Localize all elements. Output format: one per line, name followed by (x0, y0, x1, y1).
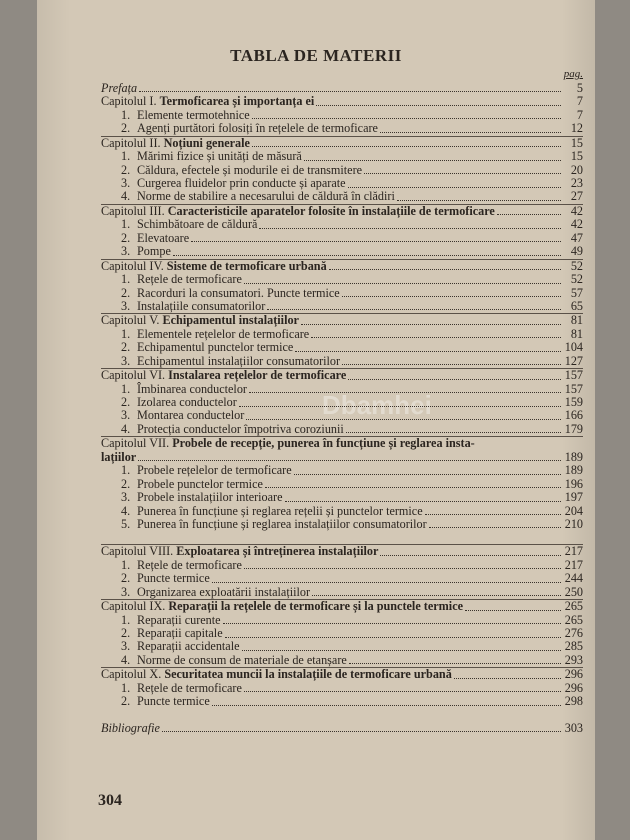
toc-entry-title (121, 245, 171, 258)
toc-entry-title (101, 451, 136, 464)
dot-leader (265, 486, 561, 488)
toc-chapter-row (101, 544, 583, 558)
toc-section-row (101, 464, 583, 477)
section-title: Punerea în funcțiune și reglarea instalațiilor consumatorilor (137, 516, 427, 531)
toc-section-row (101, 245, 583, 258)
page-ref: 179 (564, 421, 583, 436)
chapter-title: Securitatea muncii la instalațiile de termoficare urbană (164, 667, 452, 682)
toc-section-row (101, 177, 583, 190)
section-number: 1. (121, 612, 131, 627)
toc-entry-row (101, 451, 583, 464)
section-number: 1. (121, 557, 131, 572)
page-ref: 265 (564, 612, 583, 627)
dot-leader (252, 145, 561, 147)
section-number: 1. (121, 272, 131, 287)
toc-section-row (101, 150, 583, 163)
page-ref: 166 (564, 408, 583, 423)
page-ref: 7 (576, 107, 583, 122)
toc-section-row (101, 423, 583, 436)
chapter-title: Probele de recepție, punerea în funcțiune și reglarea insta- (172, 436, 475, 451)
page-ref: 265 (564, 599, 583, 614)
chapter-number: Capitolul VIII. (101, 544, 174, 559)
section-title: Pompe (137, 244, 171, 259)
dot-leader (349, 662, 561, 664)
section-gap (101, 531, 583, 544)
section-number: 3. (121, 584, 131, 599)
page-ref: 23 (570, 176, 583, 191)
section-title: Căldura, efectele și modurile ei de transmitere (137, 162, 363, 177)
toc-entry-title (121, 232, 189, 245)
section-title: Norme de consum de materiale de etanșare (137, 652, 347, 667)
watermark: Dbamhei (322, 390, 432, 420)
toc-entry-title (121, 682, 242, 695)
toc-entry-title (121, 478, 263, 491)
page-number: 304 (98, 792, 122, 809)
dot-leader (454, 677, 561, 679)
dot-leader (244, 282, 561, 284)
dot-leader (138, 459, 561, 461)
toc-entry-title (101, 369, 346, 382)
dot-leader (304, 159, 561, 161)
dot-leader (259, 227, 561, 229)
section-number: 2. (121, 571, 131, 586)
toc-section-row (101, 273, 583, 286)
toc-entry-title (121, 150, 302, 163)
toc-section-row (101, 383, 583, 396)
page-ref: 303 (564, 720, 583, 735)
toc-section-row (101, 654, 583, 667)
dot-leader (252, 117, 561, 119)
toc-entry-title (121, 328, 309, 341)
toc-entry-title (121, 190, 395, 203)
section-number: 1. (121, 381, 131, 396)
toc-entry-title (121, 177, 346, 190)
toc-entry-title (121, 627, 223, 640)
section-gap (101, 709, 583, 722)
section-number: 3. (121, 408, 131, 423)
dot-leader (348, 378, 561, 380)
toc-entry-title (121, 383, 247, 396)
toc-section-row (101, 300, 583, 313)
dot-leader (429, 526, 561, 528)
toc-section-row (101, 191, 583, 204)
section-number: 4. (121, 652, 131, 667)
toc-entry-row (101, 722, 583, 735)
section-title: Puncte termice (137, 694, 210, 709)
toc-entry-title (121, 505, 423, 518)
page-column-label: pag. (563, 68, 583, 80)
section-number: 5. (121, 516, 131, 531)
section-number: 2. (121, 626, 131, 641)
section-number: 2. (121, 230, 131, 245)
page-ref: 7 (576, 94, 583, 109)
chapter-number: Capitolul VII. (101, 436, 170, 451)
section-title: Elevatoare (137, 230, 190, 245)
chapter-number: Capitolul VI. (101, 368, 166, 383)
page-title: TABLA DE MATERII (230, 46, 402, 65)
page-ref: 57 (570, 285, 583, 300)
chapter-number: Capitolul V. (101, 313, 160, 328)
dot-leader (295, 350, 561, 352)
chapter-title: Sisteme de termoficare urbană (166, 258, 327, 273)
toc-chapter-row (101, 667, 583, 681)
chapter-title: Caracteristicile aparatelor folosite în instalațiile de termoficare (167, 203, 495, 218)
toc-section-row (101, 614, 583, 627)
dot-leader (342, 295, 561, 297)
toc-entry-title (101, 95, 314, 108)
chapter-title: Instalarea rețelelor de termoficare (168, 368, 347, 383)
section-number: 4. (121, 503, 131, 518)
page-ref: 20 (570, 162, 583, 177)
dot-leader (242, 649, 561, 651)
dot-leader (301, 323, 561, 325)
page-ref: 285 (564, 639, 583, 654)
section-title: Rețele de termoficare (137, 557, 242, 572)
section-title: Reparații curente (137, 612, 221, 627)
toc-entry-title (101, 545, 378, 558)
page-ref: 15 (570, 135, 583, 150)
toc-section-row (101, 218, 583, 231)
chapter-number: Capitolul III. (101, 203, 165, 218)
toc-section-row (101, 287, 583, 300)
toc-entry-title (121, 409, 244, 422)
dot-leader (139, 90, 561, 92)
section-number: 1. (121, 463, 131, 478)
dot-leader (364, 172, 561, 174)
page-ref: 204 (564, 503, 583, 518)
chapter-title: Noțiuni generale (163, 135, 250, 150)
dot-leader (342, 363, 561, 365)
toc-entry-title (121, 559, 242, 572)
toc-chapter-row (101, 136, 583, 150)
page-ref: 244 (564, 571, 583, 586)
entry-title: Prefața (101, 80, 138, 95)
section-number: 1. (121, 149, 131, 164)
dot-leader (380, 131, 561, 133)
section-number: 3. (121, 639, 131, 654)
toc-entry-title (101, 82, 137, 95)
toc-section-row (101, 355, 583, 368)
dot-leader (267, 308, 561, 310)
toc-section-row (101, 478, 583, 491)
dot-leader (162, 730, 561, 732)
toc-chapter-row (101, 599, 583, 613)
section-title: Izolarea conductelor (137, 395, 237, 410)
dot-leader (397, 199, 561, 201)
section-number: 1. (121, 107, 131, 122)
section-number: 3. (121, 490, 131, 505)
toc-entry-title (101, 314, 299, 327)
section-number: 1. (121, 217, 131, 232)
dot-leader (239, 405, 561, 407)
chapter-number: Capitolul II. (101, 135, 161, 150)
dot-leader (212, 704, 561, 706)
section-title: Reparații accidentale (137, 639, 240, 654)
section-number: 2. (121, 340, 131, 355)
toc-section-row (101, 122, 583, 135)
toc-entry-title (121, 640, 240, 653)
toc-entry-title (121, 396, 237, 409)
dot-leader (380, 554, 561, 556)
section-number: 2. (121, 121, 131, 136)
section-title: Rețele de termoficare (137, 272, 242, 287)
toc-section-row (101, 695, 583, 708)
chapter-title-continued: lațiilor (101, 449, 137, 464)
page-ref: 127 (564, 353, 583, 368)
page-ref: 42 (570, 217, 583, 232)
chapter-number: Capitolul IV. (101, 258, 164, 273)
page-ref: 65 (570, 298, 583, 313)
section-title: Probele rețelelor de termoficare (137, 463, 292, 478)
toc-entry-title (101, 260, 327, 273)
section-number: 1. (121, 326, 131, 341)
section-title: Instalațiile consumatorilor (137, 298, 266, 313)
toc-chapter-row (101, 313, 583, 327)
chapter-title: Reparații la rețelele de termoficare și la punctele termice (168, 599, 464, 614)
page-ref: 104 (564, 340, 583, 355)
page-ref: 210 (564, 516, 583, 531)
page-ref: 15 (570, 149, 583, 164)
page-ref: 157 (564, 368, 583, 383)
chapter-number: Capitolul I. (101, 94, 157, 109)
section-title: Schimbătoare de căldură (137, 217, 258, 232)
section-title: Puncte termice (137, 571, 210, 586)
chapter-number: Capitolul IX. (101, 599, 166, 614)
dot-leader (191, 240, 561, 242)
dot-leader (312, 594, 561, 596)
toc-entry-title (121, 109, 250, 122)
dot-leader (246, 418, 561, 420)
section-title: Punerea în funcțiune și reglarea rețelii și punctelor termice (137, 503, 423, 518)
section-number: 3. (121, 176, 131, 191)
section-title: Echipamentul instalațiilor consumatorilor (137, 353, 341, 368)
toc-section-row (101, 164, 583, 177)
toc-entry-title (121, 491, 283, 504)
page-ref: 196 (564, 476, 583, 491)
section-title: Echipamentul punctelor termice (137, 340, 294, 355)
section-title: Curgerea fluidelor prin conducte și aparate (137, 176, 346, 191)
page-ref: 189 (564, 463, 583, 478)
page-ref: 52 (570, 272, 583, 287)
page-ref: 81 (570, 313, 583, 328)
toc-chapter-row (101, 95, 583, 108)
section-title: Elementele rețelelor de termoficare (137, 326, 310, 341)
dot-leader (285, 500, 561, 502)
page-ref: 5 (576, 80, 583, 95)
toc-entry-title (101, 600, 463, 613)
section-number: 3. (121, 244, 131, 259)
section-number: 2. (121, 162, 131, 177)
toc-chapter-row (101, 436, 583, 450)
section-title: Protecția conductelor împotriva coroziunii (137, 421, 344, 436)
toc-chapter-row (101, 204, 583, 218)
dot-leader (465, 609, 561, 611)
toc-entry-title (121, 464, 292, 477)
dot-leader (329, 268, 561, 270)
page-ref: 296 (564, 680, 583, 695)
section-title: Racorduri la consumatori. Puncte termice (137, 285, 340, 300)
chapter-title: Exploatarea și întreținerea instalațiilor (176, 544, 379, 559)
toc-section-row (101, 559, 583, 572)
toc-section-row (101, 641, 583, 654)
page-ref: 42 (570, 203, 583, 218)
toc-entry-title (121, 122, 378, 135)
page-ref: 296 (564, 667, 583, 682)
toc-entry-title (121, 300, 265, 313)
section-number: 2. (121, 694, 131, 709)
chapter-title: Termoficarea și importanța ei (159, 94, 315, 109)
page-ref: 217 (564, 544, 583, 559)
toc-section-row (101, 505, 583, 518)
toc-section-row (101, 572, 583, 585)
section-title: Elemente termotehnice (137, 107, 250, 122)
section-title: Probele punctelor termice (137, 476, 263, 491)
section-title: Reparații capitale (137, 626, 223, 641)
section-title: Organizarea exploatării instalațiilor (137, 584, 311, 599)
toc-entry-title (121, 518, 427, 531)
dot-leader (173, 254, 561, 256)
toc-entry-title (101, 437, 475, 450)
toc-entry-title (101, 668, 452, 681)
toc-section-row (101, 410, 583, 423)
toc-section-row (101, 109, 583, 122)
toc-section-row (101, 627, 583, 640)
dot-leader (497, 213, 561, 215)
toc-chapter-row (101, 259, 583, 273)
section-title: Probele instalațiilor interioare (137, 490, 283, 505)
toc-entry-title (121, 654, 347, 667)
toc-section-row (101, 341, 583, 354)
toc-entry-title (101, 722, 160, 735)
dot-leader (316, 104, 561, 106)
toc-section-row (101, 396, 583, 409)
chapter-title: Echipamentul instalațiilor (162, 313, 299, 328)
section-number: 1. (121, 680, 131, 695)
section-number: 3. (121, 298, 131, 313)
page-ref: 81 (570, 326, 583, 341)
section-title: Rețele de termoficare (137, 680, 242, 695)
table-of-contents (101, 82, 583, 735)
toc-section-row (101, 328, 583, 341)
page-ref: 27 (570, 189, 583, 204)
section-number: 3. (121, 353, 131, 368)
toc-entry-title (121, 355, 340, 368)
page-ref: 47 (570, 230, 583, 245)
page-ref: 197 (564, 490, 583, 505)
toc-section-row (101, 491, 583, 504)
section-title: Montarea conductelor (137, 408, 245, 423)
toc-entry-title (121, 273, 242, 286)
toc-entry-title (121, 572, 210, 585)
dot-leader (348, 186, 561, 188)
page-ref: 298 (564, 694, 583, 709)
dot-leader (223, 622, 561, 624)
toc-entry-title (101, 137, 250, 150)
toc-section-row (101, 586, 583, 599)
toc-entry-title (121, 287, 340, 300)
page-ref: 157 (564, 381, 583, 396)
section-number: 2. (121, 476, 131, 491)
page-ref: 217 (564, 557, 583, 572)
toc-entry-title (121, 614, 221, 627)
dot-leader (244, 567, 561, 569)
page-ref: 49 (570, 244, 583, 259)
entry-title: Bibliografie (101, 720, 160, 735)
dot-leader (294, 473, 561, 475)
book-page (37, 0, 595, 840)
toc-entry-title (101, 205, 495, 218)
page-ref: 276 (564, 626, 583, 641)
toc-entry-row (101, 82, 583, 95)
chapter-number: Capitolul X. (101, 667, 162, 682)
page-ref: 12 (570, 121, 583, 136)
toc-entry-title (121, 695, 210, 708)
toc-entry-title (121, 218, 257, 231)
page-ref: 189 (564, 449, 583, 464)
page-ref: 159 (564, 395, 583, 410)
page-ref: 52 (570, 258, 583, 273)
section-number: 4. (121, 421, 131, 436)
section-number: 4. (121, 189, 131, 204)
toc-entry-title (121, 164, 362, 177)
toc-entry-title (121, 586, 310, 599)
section-title: Mărimi fizice și unități de măsură (137, 149, 302, 164)
toc-section-row (101, 682, 583, 695)
section-title: Îmbinarea conductelor (137, 381, 247, 396)
section-title: Norme de stabilire a necesarului de căldură în clădiri (137, 189, 395, 204)
dot-leader (346, 431, 561, 433)
toc-chapter-row (101, 368, 583, 382)
toc-section-row (101, 518, 583, 531)
page-ref: 293 (564, 652, 583, 667)
dot-leader (244, 690, 561, 692)
section-number: 2. (121, 285, 131, 300)
page-ref: 250 (564, 584, 583, 599)
dot-leader (225, 636, 561, 638)
section-title: Agenți purtători folosiți în rețelele de termoficare (137, 121, 378, 136)
toc-section-row (101, 232, 583, 245)
dot-leader (311, 336, 561, 338)
dot-leader (249, 391, 561, 393)
toc-entry-title (121, 341, 293, 354)
dot-leader (212, 581, 561, 583)
dot-leader (425, 513, 561, 515)
section-number: 2. (121, 395, 131, 410)
toc-entry-title (121, 423, 344, 436)
